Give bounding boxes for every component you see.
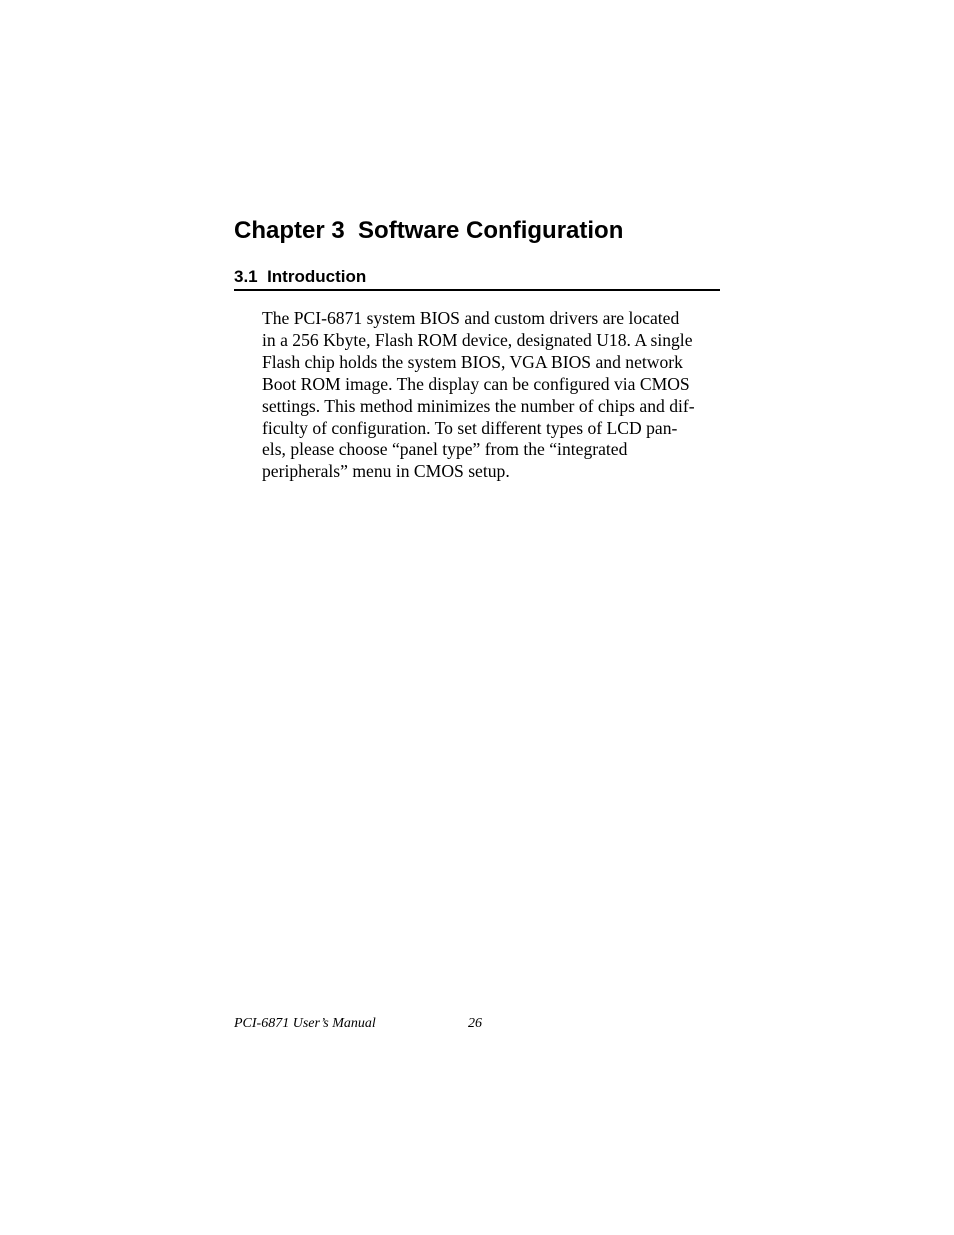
paragraph-line: in a 256 Kbyte, Flash ROM device, designated U18. A single xyxy=(262,329,693,350)
footer-manual-title: PCI-6871 User’s Manual xyxy=(234,1016,376,1031)
paragraph-line: Boot ROM image. The display can be configured via CMOS xyxy=(262,373,690,394)
paragraph-line: The PCI-6871 system BIOS and custom drivers are located xyxy=(262,308,680,328)
section-heading: 3.1 Introduction xyxy=(234,266,720,291)
paragraph-line: Flash chip holds the system BIOS, VGA BIOS and network xyxy=(262,351,683,372)
footer-page-number: 26 xyxy=(468,1016,482,1031)
paragraph-line: settings. This method minimizes the number of chips and dif- xyxy=(262,395,695,416)
paragraph-line: els, please choose “panel type” from the “integrated xyxy=(262,439,628,460)
chapter-title: Chapter 3 Software Configuration xyxy=(234,217,624,244)
paragraph-line: peripherals” menu in CMOS setup. xyxy=(262,461,510,482)
paragraph-line: ficulty of configuration. To set different types of LCD pan- xyxy=(262,417,678,438)
intro-paragraph xyxy=(262,308,732,483)
